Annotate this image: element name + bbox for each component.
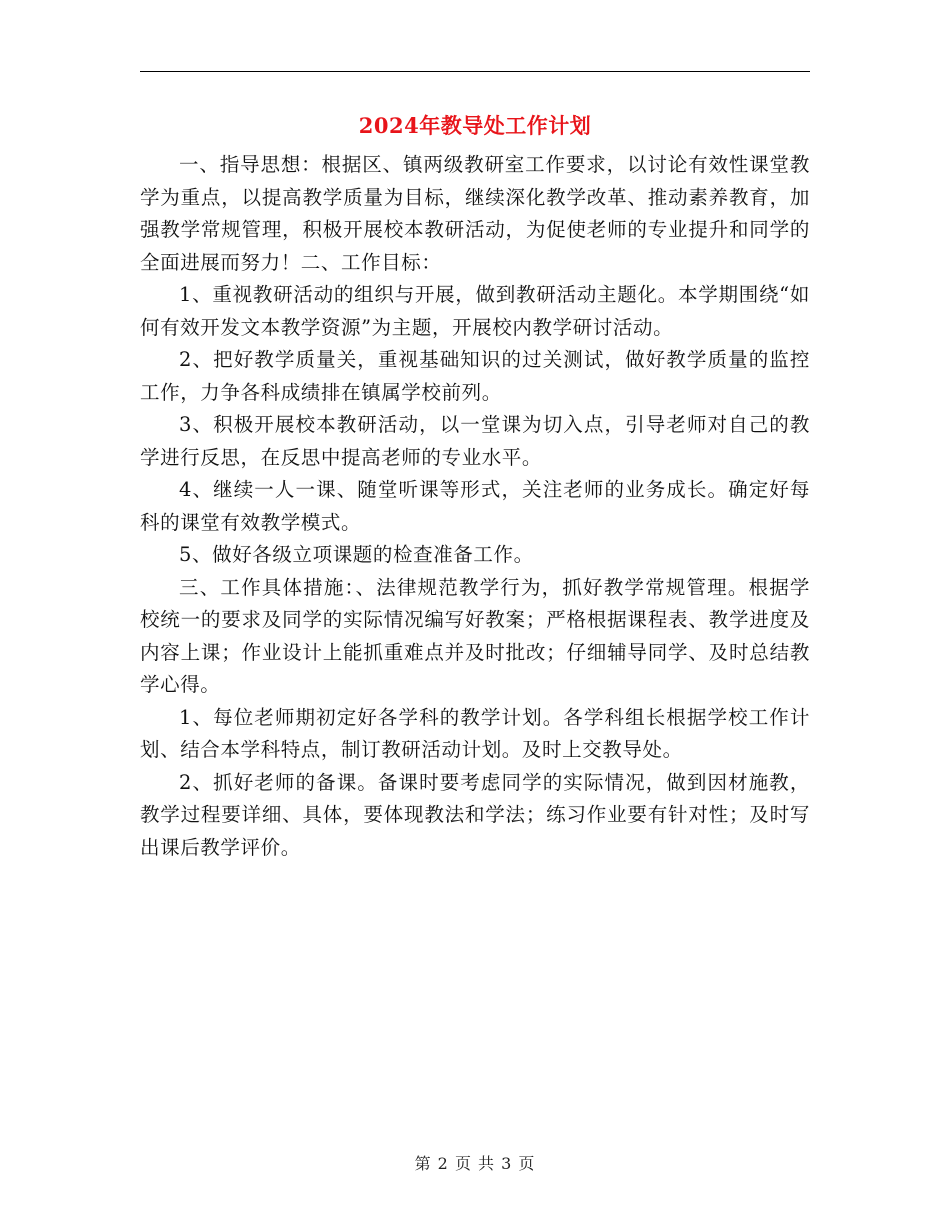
paragraph-goal-2: 2、把好教学质量关，重视基础知识的过关测试，做好教学质量的监控工作，力争各科成绩排在镇属学校前列。	[140, 348, 810, 404]
paragraph-goal-3: 3、积极开展校本教研活动，以一堂课为切入点，引导老师对自己的教学进行反思，在反思中提高老师的专业水平。	[140, 413, 810, 469]
paragraph-measure-1: 1、每位老师期初定好各学科的教学计划。各学科组长根据学校工作计划、结合本学科特点，制订教研活动计划。及时上交教导处。	[140, 705, 810, 761]
header-rule	[140, 71, 810, 72]
paragraph-goal-1: 1、重视教研活动的组织与开展，做到教研活动主题化。本学期围绕“如何有效开发文本教学资源”为主题，开展校内教学研讨活动。	[140, 283, 810, 339]
paragraph-goal-4: 4、继续一人一课、随堂听课等形式，关注老师的业务成长。确定好每科的课堂有效教学模式。	[140, 478, 810, 534]
paragraph-guiding-ideology: 一、指导思想：根据区、镇两级教研室工作要求，以讨论有效性课堂教学为重点，以提高教学质量为目标，继续深化教学改革、推动素养教育，加强教学常规管理，积极开展校本教研活动，为促使老师的专业提升和同学的全面进展而努力！二、工作目标：	[140, 153, 810, 274]
page-number-footer: 第 2 页 共 3 页	[414, 1154, 536, 1173]
document-title: 2024年教导处工作计划	[358, 113, 592, 138]
paragraph-goal-5: 5、做好各级立项课题的检查准备工作。	[179, 543, 534, 566]
paragraph-measures: 三、工作具体措施：、法律规范教学行为，抓好教学常规管理。根据学校统一的要求及同学的实际情况编写好教案；严格根据课程表、教学进度及内容上课；作业设计上能抓重难点并及时批改；仔细辅导同学、及时总结教学心得。	[140, 575, 810, 696]
document-body	[140, 149, 810, 864]
paragraph-measure-2: 2、抓好老师的备课。备课时要考虑同学的实际情况，做到因材施教，教学过程要详细、具体，要体现教法和学法；练习作业要有针对性；及时写出课后教学评价。	[140, 770, 810, 859]
